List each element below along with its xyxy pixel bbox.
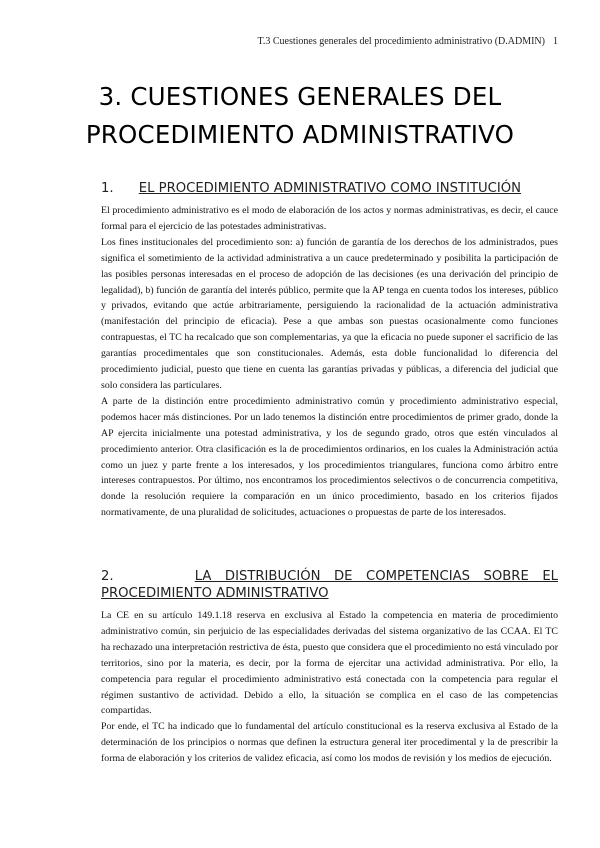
page-number: 1: [553, 36, 558, 47]
running-title: T.3 Cuestiones generales del procedimiento administrativo (D.ADMIN): [257, 36, 545, 47]
paragraph: El procedimiento administrativo es el modo de elaboración de los actos y normas administrativas, es decir, el cauce formal para el ejercicio de las potestades administrativas.: [101, 205, 558, 232]
paragraph: Los fines institucionales del procedimiento son: a) función de garantía de los derechos de los administrados, pues significa el sometimiento de la actividad administrativa a un cauce predeterminado y posibilita la participación de las posibles personas interesadas en el proceso de adopción de las decisiones (es una derivación del principio de legalidad), b) función de garantía del interés público, permite que la AP tenga en cuenta todos los intereses, público y privados, evitando que actúe arbitrariamente, persiguiendo la racionalidad de la actuación administrativa (manifestación del principio de eficacia). Pese a que ambas son puestas ocasionalmente como funciones contrapuestas, el TC ha recalcado que son complementarias, ya que la eficacia no puede suponer el sacrificio de las garantías procedimentales que son constitucionales. Además, esta doble funcionalidad lo diferencia del procedimiento judicial, puesto que tiene en cuenta las garantías privadas y públicas, a diferencia del judicial que solo considera las particulares.: [101, 236, 558, 391]
section-number: 2.: [101, 569, 114, 584]
section-body: [101, 203, 558, 521]
paragraph: Por ende, el TC ha indicado que lo fundamental del artículo constitucional es la reserva exclusiva al Estado de la determinación de los principios o normas que definen la estructura general iter procedimental y la de prescribir la forma de elaboración y los criterios de validez eficacia, así como los modos de revisión y los medios de ejecución.: [101, 721, 558, 765]
chapter-title-line-2: PROCEDIMIENTO ADMINISTRATIVO: [85, 120, 515, 149]
section-heading-text: EL PROCEDIMIENTO ADMINISTRATIVO COMO INSTITUCIÓN: [138, 181, 522, 196]
section-1: [101, 180, 558, 521]
section-heading-text: LA DISTRIBUCIÓN DE COMPETENCIAS SOBRE EL PROCEDIMIENTO ADMINISTRATIVO: [101, 569, 559, 601]
running-header: [257, 36, 558, 47]
section-heading: [101, 568, 558, 602]
section-heading: [101, 180, 558, 197]
section-body: [101, 608, 558, 767]
paragraph: La CE en su artículo 149.1.18 reserva en exclusiva al Estado la competencia en materia de procedimiento administrativo común, sin perjuicio de las especialidades derivadas del sistema organizativo de las CCAA. El TC ha rechazado una interpretación restrictiva de ésta, puesto que considera que el procedimiento no está vinculado por territorios, sino por la materia, es decir, por la forma de ejercitar una actividad administrativa. Por ello, la competencia para regular el procedimiento administrativo está conectada con la competencia para regular el régimen sustantivo de actividad. Debido a ello, la situación se complica en el caso de las competencias compartidas.: [101, 610, 558, 717]
section-number: 1.: [101, 181, 114, 196]
paragraph: A parte de la distinción entre procedimiento administrativo común y procedimiento administrativo especial, podemos hacer más distinciones. Por un lado tenemos la distinción entre procedimientos de primer grado, donde la AP ejercita inicialmente una potestad administrativa, y los de segundo grado, otros que estén vinculados al procedimiento anterior. Otra clasificación es la de procedimientos ordinarios, en los cuales la Administración actúa como un juez y parte frente a los interesados, y los procedimientos triangulares, funciona como árbitro entre intereses contrapuestos. Por último, nos encontramos los procedimientos selectivos o de concurrencia competitiva, donde la resolución requiere la comparación en un único procedimiento, basado en los criterios fijados normativamente, de una pluralidad de solicitudes, actuaciones o propuestas de parte de los interesados.: [101, 395, 558, 519]
chapter-title-line-1: 3. CUESTIONES GENERALES DEL: [98, 82, 502, 111]
section-2: [101, 568, 558, 767]
chapter-title: [40, 78, 560, 154]
